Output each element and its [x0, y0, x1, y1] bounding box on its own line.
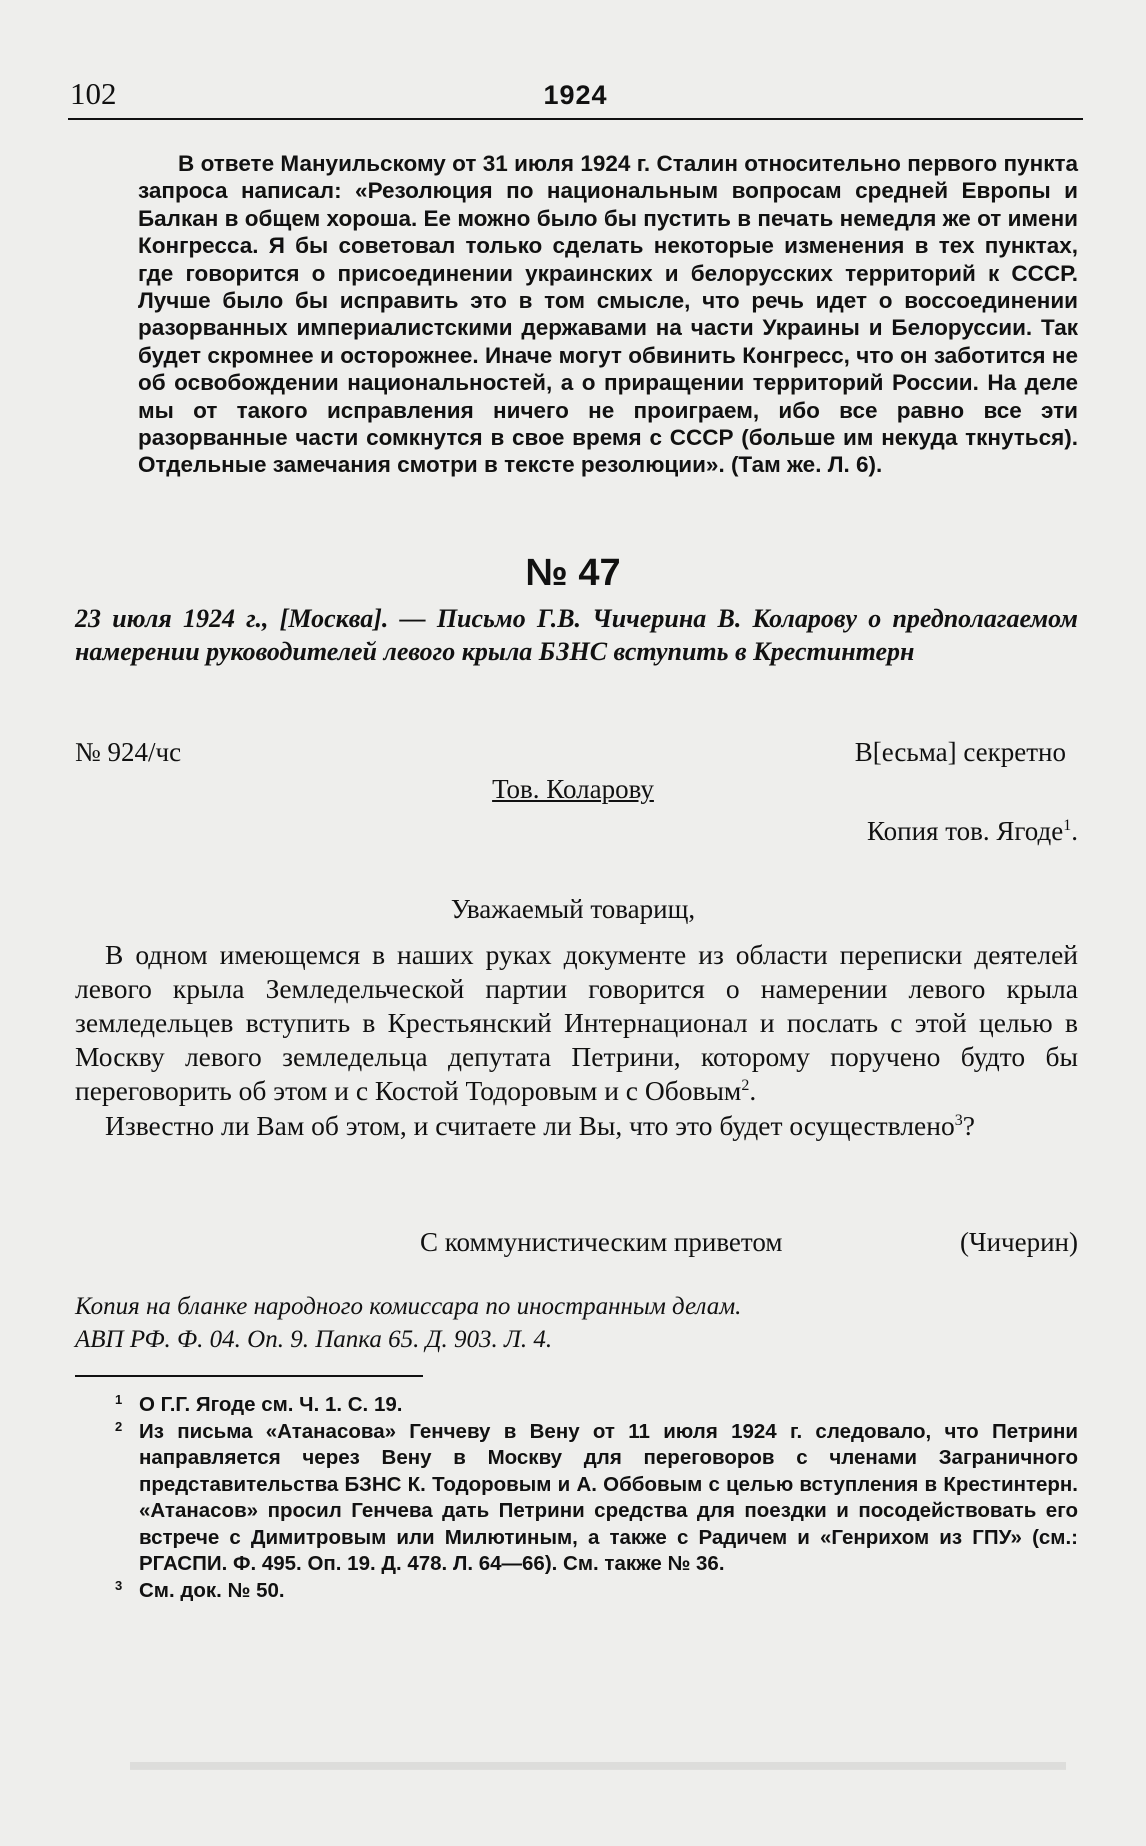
footnote-text: Из письма «Атанасова» Генчеву в Вену от 11 июля 1924 г. следовало, что Петрини направляется через Вену в Москву для переговоров с членами Заграничного представительства БЗНС К. Тодоровым и А. Оббовым с целью вступления в Крестинтерн. «Атанасов» просил Генчева дать Петрини средства для поездки и посодействовать его встрече с Димитровым или Милютиным, а также с Радичем и «Генрихом из ГПУ» (см.: РГАСПИ. Ф. 495. Оп. 19. Д. 478. Л. 64—66). См. также № 36.: [139, 1419, 1078, 1575]
footnote-ref: 1: [1063, 817, 1072, 834]
editorial-note: [138, 150, 1078, 479]
reference-number: № 924/чс: [75, 737, 182, 767]
paragraph-text: Известно ли Вам об этом, и считаете ли Вы, что это будет осуществлено: [105, 1110, 955, 1141]
running-header: [68, 74, 1083, 120]
bleed-through-decoration: ▬▬▬▬▬▬▬▬▬▬▬▬▬▬▬▬▬▬▬▬▬▬▬▬▬▬▬▬▬▬▬▬▬▬▬▬: [130, 1756, 1066, 1785]
document-title: 23 июля 1924 г., [Москва]. — Письмо Г.В. Чичерина В. Коларову о предполагаемом намерении руководителей левого крыла БЗНС вступить в Крестинтерн: [75, 604, 1078, 666]
footnotes: [115, 1392, 1078, 1604]
copy-recipient-text: Копия тов. Ягоде: [866, 816, 1064, 846]
paragraph-text: В одном имеющемся в наших руках документе из области переписки деятелей левого крыла Земледельческой партии говорится о намерении левого крыла земледельцев вступить в Крестьянский Интернационал и послать с этой целью в Москву левого земледельца депутата Петрини, которому поручено будто бы переговорить об этом и с Костой Тодоровым и с Обовым: [75, 939, 1078, 1106]
footnote: [115, 1578, 1078, 1605]
salutation: Уважаемый товарищ,: [450, 894, 696, 924]
footnote-ref: 2: [741, 1077, 750, 1094]
archival-provenance: [75, 1290, 1078, 1356]
footnote-text: О Г.Г. Ягоде см. Ч. 1. С. 19.: [139, 1393, 403, 1416]
header-year: 1924: [543, 80, 608, 110]
footnote: [115, 1392, 1078, 1419]
addressee-name: Тов. Коларову: [492, 774, 654, 804]
footnote: [115, 1419, 1078, 1578]
paragraph-end: .: [749, 1075, 757, 1106]
paragraph-end: ?: [962, 1110, 975, 1141]
footnote-divider: [75, 1375, 423, 1377]
addressee: [0, 773, 1146, 806]
provenance-line: АВП РФ. Ф. 04. Оп. 9. Папка 65. Д. 903. Л. 4.: [75, 1326, 553, 1353]
letter-paragraph: [75, 938, 1078, 1108]
footnote-mark: 1: [115, 1392, 123, 1407]
signature: (Чичерин): [960, 1227, 1078, 1257]
letter-body: [75, 938, 1078, 1143]
provenance-line: Копия на бланке народного комиссара по иностранным делам.: [75, 1293, 742, 1320]
document-number: № 47: [525, 552, 621, 594]
footnote-mark: 2: [115, 1418, 123, 1434]
page-number: 102: [70, 76, 117, 111]
closing-phrase: С коммунистическим приветом: [420, 1227, 783, 1257]
letter-paragraph: [75, 1109, 1078, 1143]
editorial-note-text: В ответе Мануильскому от 31 июля 1924 г. Сталин относительно первого пункта запроса написал: «Резолюция по национальным вопросам средней Европы и Балкан в общем хороша. Ее можно было бы пустить в печать немедля же от имени Конгресса. Я бы советовал только сделать некоторые изменения в тех пунктах, где говорится о присоединении украинских и белорусских территорий к СССР. Лучше было бы исправить это в том смысле, что речь идет о воссоединении разорванных империалистскими державами на части Украины и Белоруссии. Так будет скромнее и осторожнее. Иначе могут обвинить Конгресс, что он заботится не об освобождении национальностей, а о приращении территорий России. На деле мы от такого исправления ничего не проиграем, ибо все равно все эти разорванные части сомкнутся в свое время с СССР (больше им некуда ткнуться). Отдельные замечания смотри в тексте резолюции». (Там же. Л. 6).: [138, 151, 1078, 478]
footnote-ref: 3: [954, 1112, 963, 1129]
footnote-text: См. док. № 50.: [139, 1578, 285, 1602]
classification-mark: В[есьма] секретно: [854, 737, 1066, 767]
copy-recipient: Копия тов. Ягоде$^1$.: [866, 816, 1078, 846]
footnote-mark: 3: [115, 1577, 123, 1593]
